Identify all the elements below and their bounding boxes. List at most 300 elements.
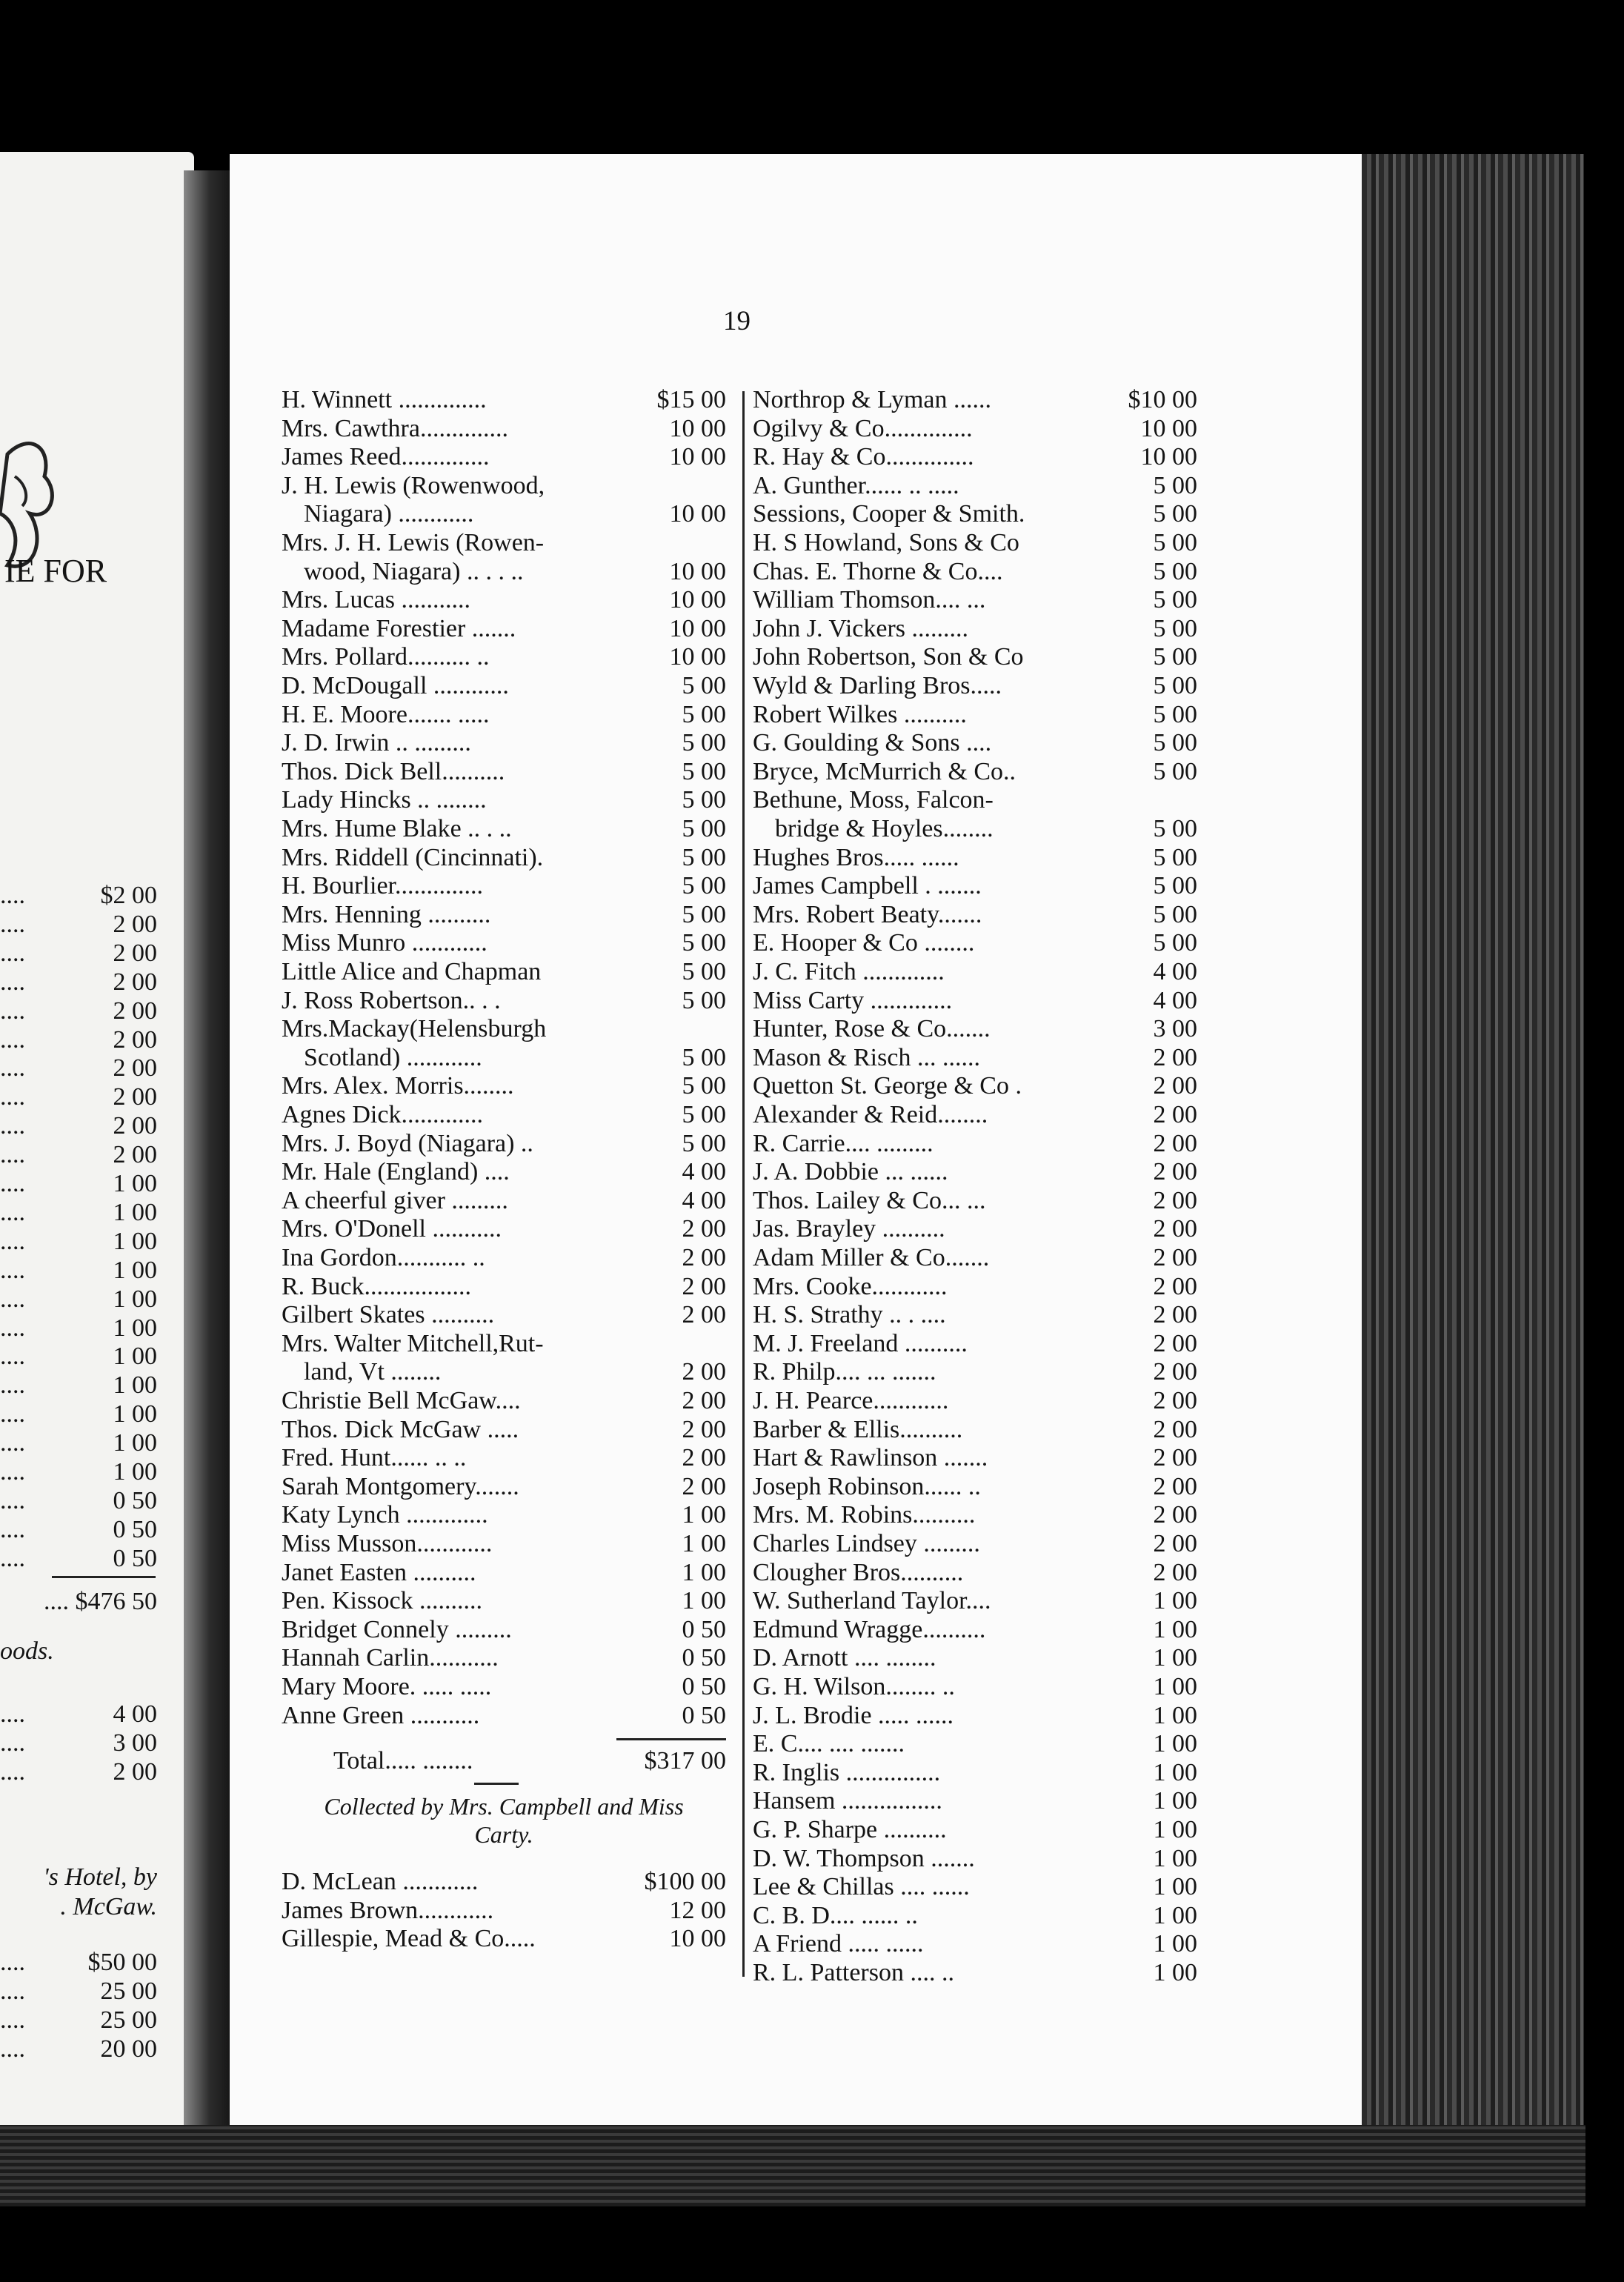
- section-heading-fragment: oods.: [0, 1637, 54, 1665]
- donor-name: Clougher Bros..........: [753, 1558, 964, 1586]
- leader-dots: ....: [0, 1400, 25, 1428]
- leader-dots: ....: [0, 1170, 25, 1197]
- donation-row: [744, 1786, 1197, 1816]
- donation-amount: 20 00: [100, 2035, 157, 2063]
- donation-amount: 1 00: [113, 1256, 157, 1284]
- donor-name: Gilbert Skates ..........: [282, 1301, 495, 1329]
- donation-row: [282, 1672, 726, 1702]
- donation-amount: 5 00: [1153, 843, 1197, 871]
- donor-name: Miss Munro ............: [282, 929, 487, 957]
- section-heading-fragment: 's Hotel, by: [43, 1863, 157, 1891]
- donation-row: [744, 957, 1197, 987]
- donor-name: Mr. Hale (England) ....: [282, 1158, 510, 1186]
- donor-name: Quetton St. George & Co .: [753, 1072, 1022, 1100]
- donation-amount: 1 00: [682, 1558, 726, 1586]
- donation-row: [282, 785, 726, 815]
- leader-dots: ....: [0, 1757, 25, 1786]
- total-label: Total..... ........: [333, 1747, 473, 1775]
- donation-amount: 1 00: [1153, 1701, 1197, 1729]
- gutter-shadow: [184, 170, 236, 2134]
- donation-amount: 2 00: [1153, 1558, 1197, 1586]
- donation-row: [282, 1100, 726, 1130]
- donor-name: Alexander & Reid........: [753, 1101, 988, 1128]
- donation-row: [282, 928, 726, 958]
- donation-amount: 5 00: [682, 757, 726, 785]
- leader-dots: ....: [0, 1977, 25, 2005]
- donation-amount: 5 00: [1153, 672, 1197, 699]
- donor-name: Mrs. Riddell (Cincinnati).: [282, 843, 544, 871]
- donation-amount: 10 00: [669, 500, 726, 528]
- section-divider: [474, 1783, 519, 1785]
- leader-dots: ....: [0, 1429, 25, 1457]
- donation-row: [282, 728, 726, 758]
- donation-row: [282, 499, 726, 529]
- donation-amount: 2 00: [113, 939, 157, 967]
- donor-name: W. Sutherland Taylor....: [753, 1587, 991, 1615]
- donation-row: [744, 528, 1197, 558]
- donation-amount: 0 50: [682, 1673, 726, 1700]
- donation-amount: 2 00: [682, 1444, 726, 1472]
- donor-name: Sessions, Cooper & Smith.: [753, 500, 1025, 528]
- leader-dots: ....: [0, 2035, 25, 2063]
- donor-name: R. Philp.... ... .......: [753, 1358, 936, 1386]
- donor-name: Hart & Rawlinson .......: [753, 1444, 988, 1472]
- donation-amount: 2 00: [682, 1472, 726, 1500]
- donation-amount: 2 00: [682, 1387, 726, 1414]
- donation-amount: 2 00: [113, 997, 157, 1025]
- donation-amount: $2 00: [100, 882, 157, 909]
- donor-name: Jas. Brayley ..........: [753, 1215, 945, 1243]
- donation-amount: 2 00: [113, 1054, 157, 1082]
- donation-amount: 2 00: [1153, 1301, 1197, 1329]
- donation-row: [744, 499, 1197, 529]
- donor-name: J. H. Lewis (Rowenwood,: [282, 471, 545, 499]
- donation-amount: $100 00: [644, 1868, 726, 1896]
- donor-name: Mrs. J. Boyd (Niagara) ..: [282, 1129, 533, 1157]
- donation-amount: 5 00: [682, 672, 726, 699]
- donation-amount: 1 00: [113, 1198, 157, 1226]
- leader-dots: ....: [0, 910, 25, 938]
- donation-amount: 5 00: [1153, 872, 1197, 900]
- donation-amount: 10 00: [669, 1925, 726, 1953]
- donation-amount: 2 00: [113, 1025, 157, 1054]
- donation-amount: 0 50: [682, 1644, 726, 1672]
- donation-amount: 4 00: [113, 1700, 157, 1728]
- donor-name: D. McLean ............: [282, 1868, 479, 1896]
- donor-name: Mrs. Walter Mitchell,Rut-: [282, 1329, 544, 1357]
- donation-amount: 3 00: [1153, 1015, 1197, 1043]
- donor-name: Bryce, McMurrich & Co..: [753, 757, 1016, 785]
- bottom-page-edges: [0, 2125, 1585, 2206]
- donation-row: [282, 814, 726, 844]
- donor-name: Hannah Carlin...........: [282, 1644, 499, 1672]
- donor-name: Anne Green ...........: [282, 1701, 480, 1729]
- donor-name: Sarah Montgomery.......: [282, 1472, 519, 1500]
- donor-name: Wyld & Darling Bros.....: [753, 672, 1002, 699]
- donation-row: [744, 1329, 1197, 1359]
- leader-dots: ....: [0, 1198, 25, 1226]
- total-rule: [52, 1576, 156, 1578]
- donation-amount: 2 00: [1153, 1358, 1197, 1386]
- section-heading-fragment: . McGaw.: [60, 1893, 157, 1920]
- donor-name: J. D. Irwin .. .........: [282, 729, 471, 757]
- donor-name: Barber & Ellis..........: [753, 1415, 963, 1443]
- donation-amount: 5 00: [1153, 900, 1197, 928]
- donor-name: Mrs. M. Robins..........: [753, 1501, 976, 1529]
- leader-dots: ....: [0, 968, 25, 996]
- donor-name: R. Inglis ...............: [753, 1758, 941, 1786]
- donation-amount: 2 00: [1153, 1129, 1197, 1157]
- donation-row: [282, 900, 726, 930]
- donor-name: J. C. Fitch .............: [753, 958, 945, 985]
- total-amount: .... $476 50: [44, 1588, 157, 1615]
- donor-name: Mary Moore. ..... .....: [282, 1673, 492, 1700]
- donor-name: C. B. D.... ...... ..: [753, 1901, 918, 1929]
- donation-amount: 2 00: [1153, 1444, 1197, 1472]
- donation-row: [282, 1157, 726, 1187]
- donation-row: [744, 1357, 1197, 1387]
- donor-name: R. L. Patterson .... ..: [753, 1959, 954, 1986]
- donor-name: D. Arnott .... ........: [753, 1644, 936, 1672]
- donation-amount: 5 00: [1153, 643, 1197, 671]
- donor-name: Mrs. Pollard.......... ..: [282, 643, 490, 671]
- donation-row: [744, 1300, 1197, 1330]
- donation-row: [282, 700, 726, 730]
- donor-name: Mrs. Henning ..........: [282, 900, 491, 928]
- donation-row: [744, 1071, 1197, 1101]
- leader-dots: ....: [0, 997, 25, 1025]
- donor-name: bridge & Hoyles........: [775, 815, 994, 842]
- leader-dots: ....: [0, 1112, 25, 1140]
- donation-amount: 1 00: [1153, 1959, 1197, 1986]
- donation-row: [282, 1924, 726, 1954]
- leader-dots: ....: [0, 1054, 25, 1082]
- donor-name: Northrop & Lyman ......: [753, 386, 992, 413]
- donation-row: [282, 1329, 726, 1359]
- donation-row: [744, 843, 1197, 873]
- donation-row: [282, 1272, 726, 1302]
- donor-name: H. Winnett ..............: [282, 386, 487, 413]
- donation-amount: 1 00: [1153, 1758, 1197, 1786]
- donation-row: [744, 986, 1197, 1016]
- donation-row: [282, 957, 726, 987]
- donation-amount: 5 00: [682, 1101, 726, 1128]
- donation-amount: $15 00: [656, 386, 726, 413]
- donor-name: J. L. Brodie ..... ......: [753, 1701, 954, 1729]
- donation-amount: $10 00: [1128, 386, 1197, 413]
- donation-amount: 1 00: [682, 1501, 726, 1529]
- leader-dots: ....: [0, 1949, 25, 1976]
- donation-row: [744, 1558, 1197, 1588]
- donation-amount: 5 00: [1153, 500, 1197, 528]
- donor-name: Little Alice and Chapman: [282, 958, 542, 985]
- donation-row: [282, 871, 726, 901]
- donation-row: [282, 1014, 726, 1044]
- donation-amount: 1 00: [113, 1227, 157, 1255]
- donation-amount: 4 00: [682, 1186, 726, 1214]
- donation-row: [282, 1701, 726, 1731]
- donation-row: [282, 1558, 726, 1588]
- donor-name: Robert Wilkes ..........: [753, 700, 967, 728]
- donor-name: Hughes Bros..... ......: [753, 843, 959, 871]
- donor-name: Hunter, Rose & Co.......: [753, 1015, 991, 1043]
- donor-name: J. A. Dobbie ... ......: [753, 1158, 948, 1186]
- section-heading-continued: Carty.: [474, 1821, 533, 1849]
- donation-amount: 5 00: [682, 986, 726, 1014]
- page-number: 19: [723, 306, 751, 336]
- donation-amount: 4 00: [1153, 986, 1197, 1014]
- donor-name: G. H. Wilson........ ..: [753, 1673, 955, 1700]
- donation-amount: 1 00: [1153, 1615, 1197, 1643]
- leader-dots: ....: [0, 2006, 25, 2034]
- donation-amount: 5 00: [1153, 471, 1197, 499]
- donor-name: Fred. Hunt...... .. ..: [282, 1444, 467, 1472]
- donation-amount: 2 00: [1153, 1530, 1197, 1557]
- donation-amount: 1 00: [113, 1371, 157, 1400]
- donation-amount: 2 00: [682, 1301, 726, 1329]
- donation-row: [744, 1243, 1197, 1273]
- donation-amount: 4 00: [682, 1158, 726, 1186]
- donation-row: [282, 442, 726, 472]
- donation-amount: 1 00: [1153, 1644, 1197, 1672]
- donation-amount: 2 00: [1153, 1329, 1197, 1357]
- donation-amount: 2 00: [1153, 1186, 1197, 1214]
- donor-name: Mrs. Hume Blake .. . ..: [282, 815, 512, 842]
- leader-dots: ....: [0, 1025, 25, 1054]
- donation-row: [744, 1386, 1197, 1416]
- donation-row: [744, 1272, 1197, 1302]
- donation-row: [744, 700, 1197, 730]
- donation-amount: 2 00: [1153, 1387, 1197, 1414]
- donation-amount: 10 00: [669, 614, 726, 642]
- donor-name: G. P. Sharpe ..........: [753, 1816, 947, 1843]
- donor-name: H. Bourlier..............: [282, 872, 483, 900]
- leader-dots: ....: [0, 1083, 25, 1111]
- donation-amount: 2 00: [682, 1215, 726, 1243]
- donation-amount: 5 00: [1153, 929, 1197, 957]
- donor-name: A Friend ..... ......: [753, 1930, 924, 1958]
- donor-name: Mrs. Alex. Morris........: [282, 1072, 514, 1100]
- donor-name: Ogilvy & Co..............: [753, 414, 973, 442]
- donor-name: John J. Vickers .........: [753, 614, 969, 642]
- donor-name: Miss Musson............: [282, 1530, 493, 1557]
- leader-dots: ....: [0, 1700, 25, 1728]
- donation-amount: 0 50: [113, 1486, 157, 1514]
- donor-name: E. C.... .... .......: [753, 1730, 905, 1758]
- donor-name: Thos. Lailey & Co... ...: [753, 1186, 986, 1214]
- donor-name: Bridget Connely .........: [282, 1615, 512, 1643]
- donation-row: [744, 414, 1197, 444]
- donation-amount: 5 00: [682, 1129, 726, 1157]
- donation-row: [744, 1014, 1197, 1044]
- leader-dots: ....: [0, 1515, 25, 1543]
- left-page-fragment: [0, 152, 194, 2152]
- donor-name: A cheerful giver .........: [282, 1186, 508, 1214]
- donation-amount: 1 00: [113, 1458, 157, 1486]
- donation-row: [744, 1758, 1197, 1788]
- donation-row: [744, 1214, 1197, 1244]
- donation-amount: 1 00: [113, 1400, 157, 1428]
- leader-dots: ....: [0, 1486, 25, 1514]
- donor-name: Hansem ................: [753, 1787, 942, 1815]
- donor-name: R. Buck.................: [282, 1272, 471, 1300]
- donation-amount: 5 00: [1153, 700, 1197, 728]
- donation-amount: 5 00: [1153, 614, 1197, 642]
- donation-row: [744, 1958, 1197, 1988]
- donation-amount: 1 00: [1153, 1844, 1197, 1872]
- donation-amount: 5 00: [1153, 815, 1197, 842]
- donation-row: [744, 1929, 1197, 1959]
- donor-name: Mrs. O'Donell ...........: [282, 1215, 502, 1243]
- donation-amount: 2 00: [1153, 1272, 1197, 1300]
- leader-dots: ....: [0, 1458, 25, 1486]
- donation-amount: 2 00: [1153, 1101, 1197, 1128]
- donor-name: Mrs. J. H. Lewis (Rowen-: [282, 529, 545, 556]
- donor-name: A. Gunther...... .. .....: [753, 471, 959, 499]
- donor-name: Mrs. Cooke............: [753, 1272, 948, 1300]
- heading-fragment: IE FOR: [4, 553, 107, 589]
- donation-row: [744, 1815, 1197, 1845]
- donor-name: Edmund Wragge..........: [753, 1615, 986, 1643]
- donation-row: [744, 1129, 1197, 1159]
- donor-name: Bethune, Moss, Falcon-: [753, 786, 994, 814]
- donor-name: Scotland) ............: [304, 1043, 482, 1071]
- donation-row: [744, 728, 1197, 758]
- donor-name: Ina Gordon........... ..: [282, 1244, 485, 1271]
- leader-dots: ....: [0, 939, 25, 967]
- donation-row: [744, 1643, 1197, 1673]
- donation-row: [282, 1243, 726, 1273]
- donation-amount: 1 00: [1153, 1816, 1197, 1843]
- donation-amount: 2 00: [113, 1083, 157, 1111]
- donation-row: [282, 1357, 726, 1387]
- leader-dots: ....: [0, 1256, 25, 1284]
- donor-name: Adam Miller & Co.......: [753, 1244, 990, 1271]
- donor-name: R. Carrie.... .........: [753, 1129, 934, 1157]
- donation-amount: 5 00: [1153, 729, 1197, 757]
- donation-row: [282, 642, 726, 672]
- donation-row: [282, 385, 726, 415]
- donation-amount: 5 00: [682, 900, 726, 928]
- donation-row: [744, 671, 1197, 701]
- donation-amount: 2 00: [1153, 1244, 1197, 1271]
- donation-row: [282, 843, 726, 873]
- donation-amount: 1 00: [1153, 1787, 1197, 1815]
- donation-amount: 2 00: [1153, 1501, 1197, 1529]
- donation-row: [744, 1872, 1197, 1902]
- donation-row: [744, 585, 1197, 615]
- donation-row: [282, 557, 726, 587]
- donation-amount: 2 00: [113, 910, 157, 938]
- donation-row: [744, 1415, 1197, 1445]
- donor-name: land, Vt ........: [304, 1358, 442, 1386]
- donor-name: Mrs. Robert Beaty.......: [753, 900, 982, 928]
- donation-amount: 5 00: [682, 815, 726, 842]
- donor-name: J. H. Pearce............: [753, 1387, 949, 1414]
- donation-amount: 5 00: [682, 1072, 726, 1100]
- donation-row: [744, 642, 1197, 672]
- donation-row: [282, 1071, 726, 1101]
- donor-name: Gillespie, Mead & Co.....: [282, 1925, 536, 1953]
- donation-row: [282, 1415, 726, 1445]
- donation-row: [282, 1867, 726, 1897]
- donor-name: H. S Howland, Sons & Co: [753, 529, 1019, 556]
- donation-row: [744, 1186, 1197, 1216]
- donation-amount: 5 00: [682, 786, 726, 814]
- donation-amount: 2 00: [113, 1757, 157, 1786]
- donation-row: [744, 1472, 1197, 1502]
- donation-amount: 1 00: [1153, 1873, 1197, 1901]
- donation-amount: 1 00: [113, 1343, 157, 1371]
- donation-row: [282, 585, 726, 615]
- donor-name: D. W. Thompson .......: [753, 1844, 975, 1872]
- leader-dots: ....: [0, 1227, 25, 1255]
- donor-name: Janet Easten ..........: [282, 1558, 476, 1586]
- donation-row: [744, 1701, 1197, 1731]
- donation-amount: 1 00: [1153, 1730, 1197, 1758]
- section-heading: Collected by Mrs. Campbell and Miss: [324, 1793, 684, 1820]
- leader-dots: ....: [0, 1285, 25, 1313]
- donor-name: Pen. Kissock ..........: [282, 1587, 483, 1615]
- donation-amount: 10 00: [1140, 443, 1197, 471]
- donor-name: J. Ross Robertson.. . .: [282, 986, 501, 1014]
- leader-dots: ....: [0, 1371, 25, 1400]
- donation-amount: 2 00: [1153, 1043, 1197, 1071]
- donation-row: [744, 1729, 1197, 1759]
- donation-amount: 1 00: [1153, 1930, 1197, 1958]
- donor-name: Christie Bell McGaw....: [282, 1387, 521, 1414]
- donation-amount: 5 00: [682, 843, 726, 871]
- donor-name: Mrs.Mackay(Helensburgh: [282, 1015, 547, 1043]
- donation-row: [744, 1500, 1197, 1530]
- donor-name: James Campbell . .......: [753, 872, 982, 900]
- donation-amount: 2 00: [113, 1141, 157, 1169]
- donation-row: [282, 414, 726, 444]
- donation-row: [744, 471, 1197, 501]
- donation-amount: 5 00: [1153, 757, 1197, 785]
- donation-row: [282, 1186, 726, 1216]
- donation-amount: 1 00: [1153, 1587, 1197, 1615]
- donor-name: M. J. Freeland ..........: [753, 1329, 968, 1357]
- donation-row: [744, 1443, 1197, 1473]
- donation-amount: 2 00: [113, 968, 157, 996]
- donation-amount: 2 00: [682, 1358, 726, 1386]
- donation-amount: 1 00: [1153, 1673, 1197, 1700]
- donation-amount: 5 00: [1153, 586, 1197, 614]
- donor-name: wood, Niagara) .. . . ..: [304, 557, 524, 585]
- donor-name: Charles Lindsey .........: [753, 1530, 980, 1557]
- donor-name: Niagara) ............: [304, 500, 474, 528]
- donation-amount: 1 00: [682, 1530, 726, 1557]
- donor-name: Lee & Chillas .... ......: [753, 1873, 970, 1901]
- donation-row: [744, 785, 1197, 815]
- donation-amount: 25 00: [100, 2006, 157, 2034]
- donation-amount: 2 00: [1153, 1472, 1197, 1500]
- donation-row: [282, 528, 726, 558]
- donation-row: [282, 1129, 726, 1159]
- donor-name: G. Goulding & Sons ....: [753, 729, 992, 757]
- donation-row: [282, 471, 726, 501]
- donation-row: [744, 557, 1197, 587]
- donation-amount: 2 00: [682, 1244, 726, 1271]
- donor-name: John Robertson, Son & Co: [753, 643, 1024, 671]
- donation-amount: 2 00: [682, 1272, 726, 1300]
- donation-amount: 1 00: [113, 1170, 157, 1197]
- total-rule: [616, 1738, 726, 1740]
- donation-amount: 10 00: [669, 586, 726, 614]
- donation-amount: 5 00: [682, 929, 726, 957]
- donation-amount: 5 00: [682, 700, 726, 728]
